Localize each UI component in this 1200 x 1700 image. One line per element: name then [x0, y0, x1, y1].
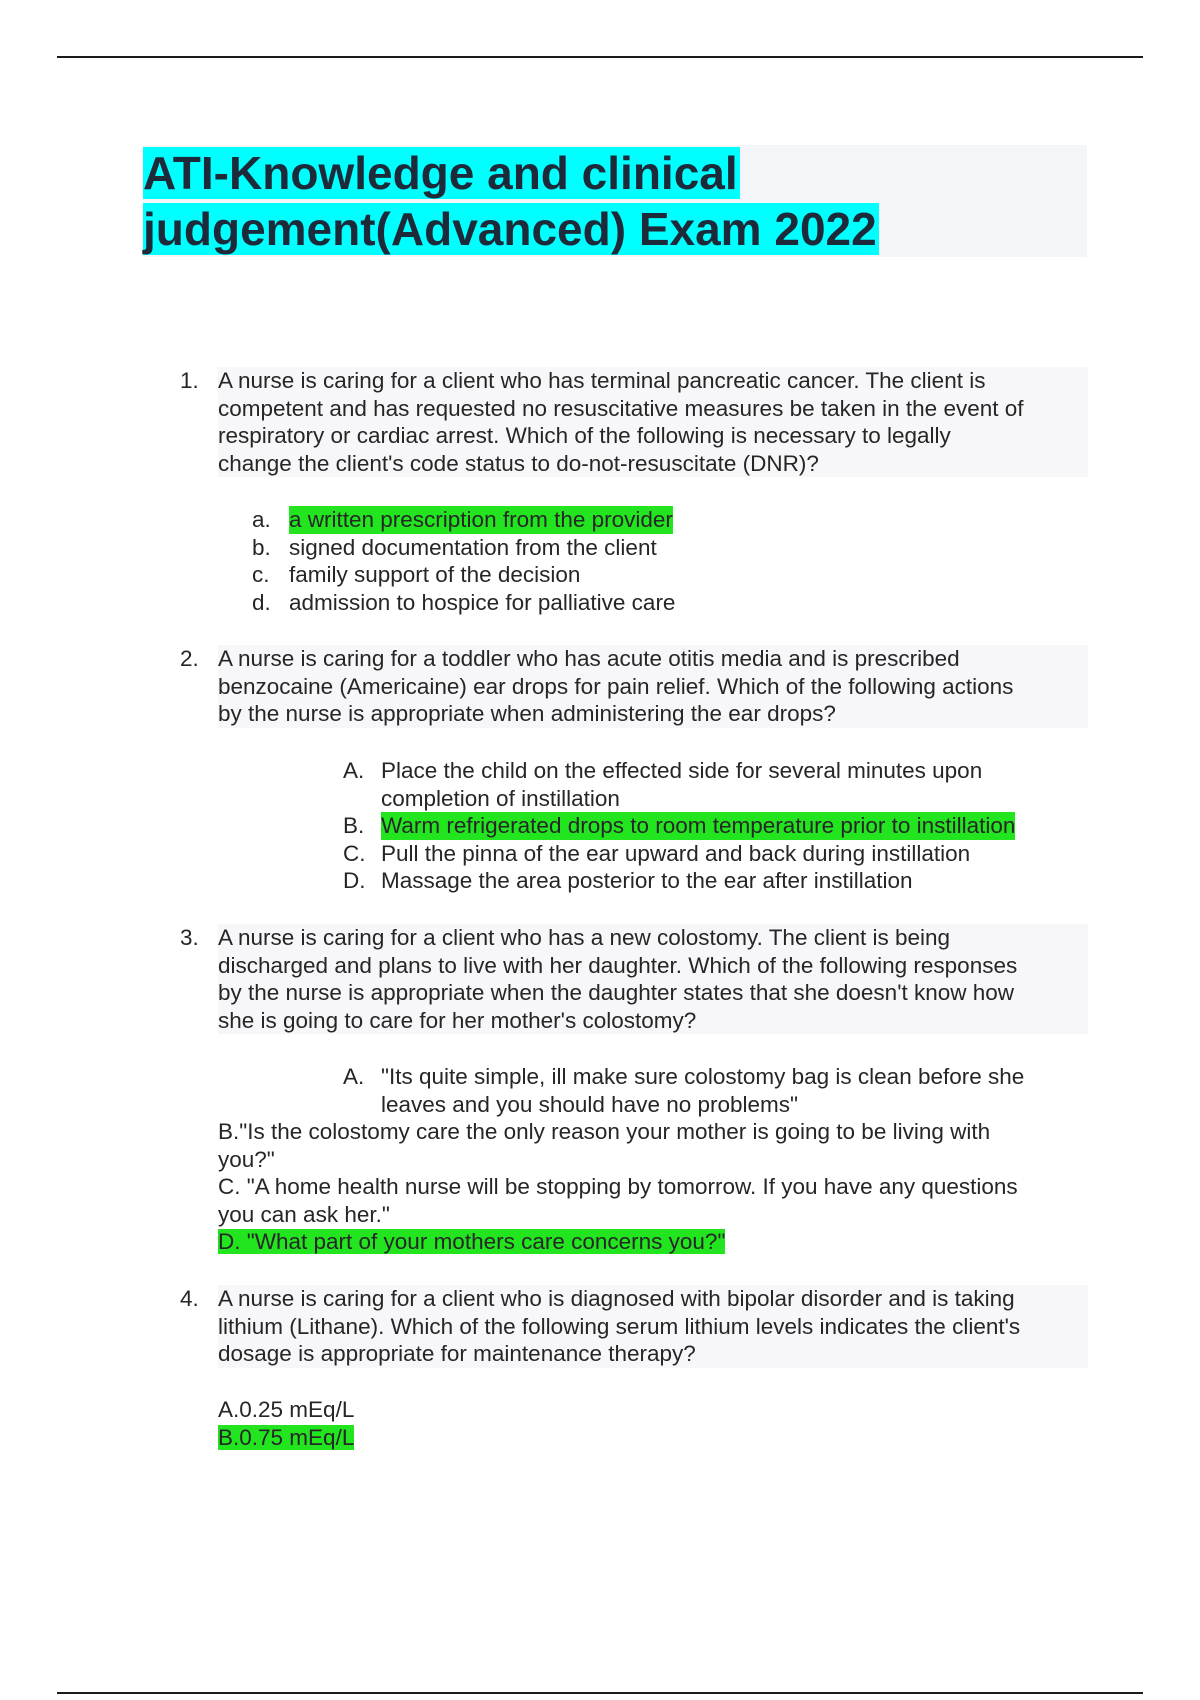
question-text-line: change the client's code status to do-not-resuscitate (DNR)? [218, 450, 1088, 478]
answer-option-4a: A.0.25 mEq/L [218, 1397, 355, 1422]
question-text-line: dosage is appropriate for maintenance therapy? [218, 1340, 1088, 1368]
question-text-line: she is going to care for her mother's colostomy? [218, 1007, 1088, 1035]
top-rule [57, 56, 1143, 58]
question-number: 1. [180, 368, 199, 393]
question-text-line: lithium (Lithane). Which of the following serum lithium levels indicates the client's [218, 1313, 1088, 1341]
question-text-line: A nurse is caring for a client who has terminal pancreatic cancer. The client is [218, 367, 1088, 395]
answer-option-3c-cont: you can ask her." [218, 1201, 390, 1227]
question-number: 3. [180, 925, 199, 950]
question-text-line: respiratory or cardiac arrest. Which of the following is necessary to legally [218, 422, 1088, 450]
answer-option-3b: B."Is the colostomy care the only reason your mother is going to be living with [218, 1119, 991, 1144]
answer-option-3c: C. "A home health nurse will be stopping by tomorrow. If you have any questions [218, 1174, 1018, 1199]
question-number: 2. [180, 646, 199, 671]
question-text-line: by the nurse is appropriate when administering the ear drops? [218, 700, 1088, 728]
document-title [143, 145, 1087, 257]
answer-option-3b-cont: you?" [218, 1146, 275, 1172]
question-text-line: A nurse is caring for a client who has a new colostomy. The client is being [218, 924, 1088, 952]
correct-answer: a written prescription from the provider [289, 507, 673, 532]
question-text-line: A nurse is caring for a client who is diagnosed with bipolar disorder and is taking [218, 1285, 1088, 1313]
bottom-rule [57, 1692, 1143, 1694]
answer-option-2a-cont: completion of instillation [381, 785, 620, 811]
question-text-line: benzocaine (Americaine) ear drops for pain relief. Which of the following actions [218, 673, 1088, 701]
title-line-2: judgement(Advanced) Exam 2022 [143, 203, 877, 255]
correct-answer: Warm refrigerated drops to room temperature prior to instillation [381, 813, 1016, 838]
answer-option-4b [218, 1424, 354, 1452]
answer-option-3a-cont: leaves and you should have no problems" [381, 1091, 799, 1117]
correct-answer: D. "What part of your mothers care concerns you?" [218, 1229, 726, 1254]
title-line-1: ATI-Knowledge and clinical [143, 147, 738, 199]
question-number: 4. [180, 1286, 199, 1311]
question-text-line: discharged and plans to live with her daughter. Which of the following responses [218, 952, 1088, 980]
question-text-line: competent and has requested no resuscitative measures be taken in the event of [218, 395, 1088, 423]
question-text-line: A nurse is caring for a toddler who has acute otitis media and is prescribed [218, 645, 1088, 673]
question-text-line: by the nurse is appropriate when the daughter states that she doesn't know how [218, 979, 1088, 1007]
answer-option-3d [218, 1228, 725, 1256]
correct-answer: B.0.75 mEq/L [218, 1424, 355, 1450]
